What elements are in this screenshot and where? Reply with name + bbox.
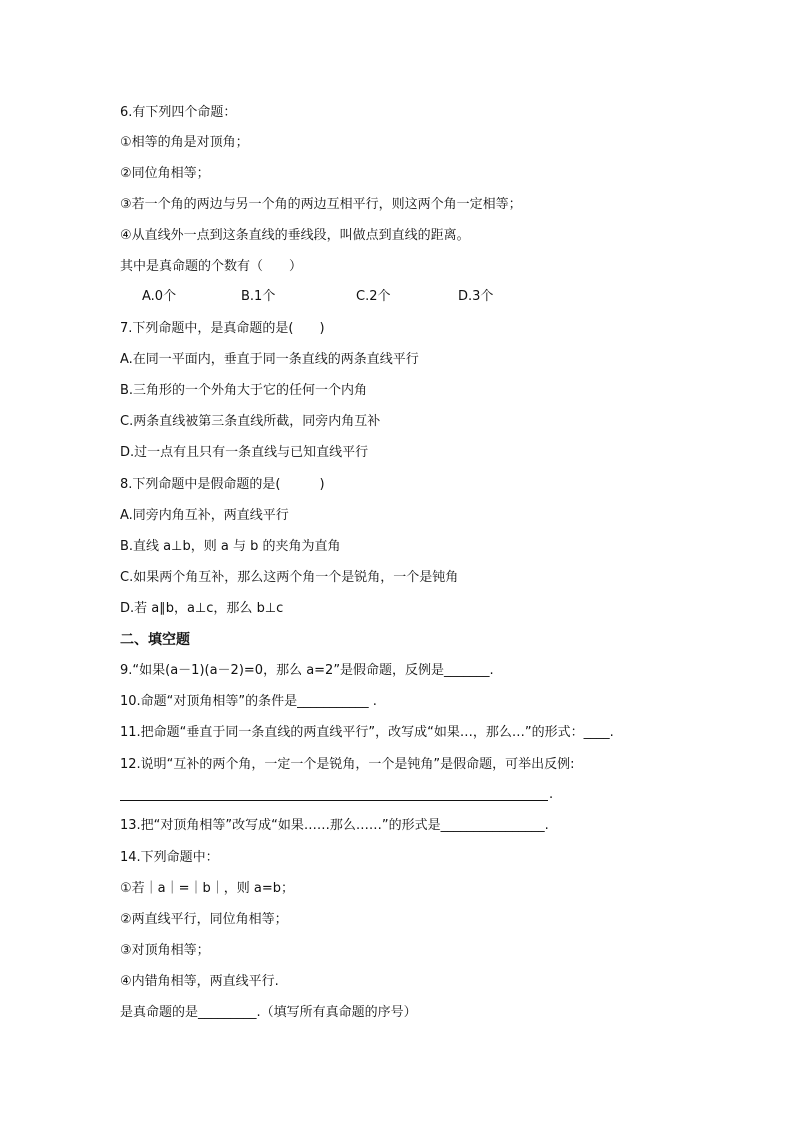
q8-option-c: C.如果两个角互补，那么这两个角一个是锐角，一个是钝角 (120, 570, 459, 585)
q6-item-3: ③若一个角的两边与另一个角的两边互相平行，则这两个角一定相等； (120, 197, 522, 212)
q7-stem: 7.下列命题中，是真命题的是( ) (120, 321, 325, 336)
q8-option-b: B.直线 a⊥b，则 a 与 b 的夹角为直角 (120, 539, 341, 554)
q6-stem: 6.有下列四个命题： (120, 105, 237, 120)
q12-text: 12.说明“互补的两个角，一定一个是锐角，一个是钝角”是假命题，可举出反例: (120, 757, 575, 772)
q7-option-a: A.在同一平面内，垂直于同一条直线的两条直线平行 (120, 352, 419, 367)
q14-item-4: ④内错角相等，两直线平行. (120, 974, 279, 989)
q9-text: 9.“如果(a－1)(a－2)=0，那么 a=2”是假命题，反例是_______. (120, 663, 494, 678)
q6-option-d: D.3个 (458, 289, 494, 304)
q6-item-2: ②同位角相等； (120, 166, 210, 181)
q14-question: 是真命题的是_________.（填写所有真命题的序号） (120, 1005, 417, 1020)
q12-period: . (549, 787, 554, 802)
section-heading-fill-in: 二、填空题 (120, 632, 190, 648)
q14-item-3: ③对顶角相等； (120, 943, 210, 958)
q6-option-c: C.2个 (356, 289, 391, 304)
q11-text: 11.把命题“垂直于同一条直线的两直线平行”，改写成“如果…，那么…”的形式：____. (120, 725, 614, 740)
q8-stem: 8.下列命题中是假命题的是( ) (120, 477, 325, 492)
q7-option-d: D.过一点有且只有一条直线与已知直线平行 (120, 445, 369, 460)
q14-item-2: ②两直线平行，同位角相等； (120, 912, 288, 927)
q10-text: 10.命题“对顶角相等”的条件是___________ . (120, 694, 377, 709)
q8-option-a: A.同旁内角互补，两直线平行 (120, 508, 289, 523)
q13-text: 13.把“对顶角相等”改写成“如果……那么……”的形式是________________. (120, 818, 549, 833)
q6-item-1: ①相等的角是对顶角； (120, 135, 249, 150)
q7-option-c: C.两条直线被第三条直线所截，同旁内角互补 (120, 414, 381, 429)
q14-item-1: ①若｜a｜=｜b｜，则 a=b； (120, 881, 295, 896)
q7-option-b: B.三角形的一个外角大于它的任何一个内角 (120, 383, 368, 398)
q6-item-4: ④从直线外一点到这条直线的垂线段，叫做点到直线的距离。 (120, 228, 470, 243)
q6-option-b: B.1个 (241, 289, 276, 304)
q12-answer-line (120, 800, 548, 801)
q14-stem: 14.下列命题中： (120, 850, 219, 865)
q8-option-d: D.若 a∥b，a⊥c，那么 b⊥c (120, 601, 284, 616)
q6-question: 其中是真命题的个数有（ ） (120, 259, 303, 274)
q6-option-a: A.0个 (142, 289, 177, 304)
